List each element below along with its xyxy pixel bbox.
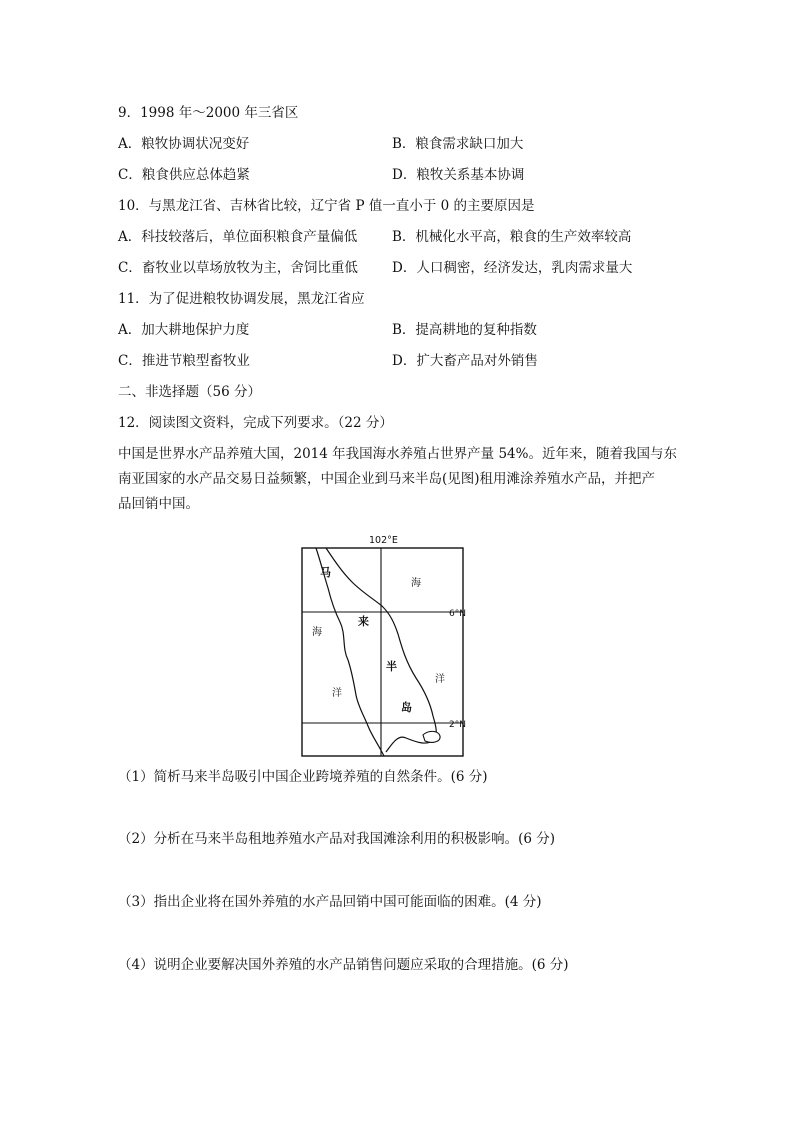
latitude-label-2n: 2°N [449,720,466,730]
map-char-lai: 来 [358,615,369,628]
q12-sub-2: （2）分析在马来半岛租地养殖水产品对我国滩涂利用的积极影响。(6 分) [118,831,556,847]
paragraph-line: 品回销中国。 [118,496,199,512]
q10-option-a: A．科技较落后，单位面积粮食产量偏低 [118,229,358,245]
malay-peninsula-map [298,530,473,762]
q12-sub-4: （4）说明企业要解决国外养殖的水产品销售问题应采取的合理措施。(6 分) [118,957,569,973]
section-heading: 二、非选择题（56 分） [118,384,261,400]
q10-option-b: B．机械化水平高，粮食的生产效率较高 [392,229,632,245]
map-char-yang-west: 洋 [332,688,342,699]
q9-option-c: C．粮食供应总体趋紧 [118,167,250,183]
q9-stem: 9．1998 年～2000 年三省区 [118,105,299,121]
map-frame [302,548,463,756]
longitude-label: 102°E [369,535,398,546]
paragraph-line: 南亚国家的水产品交易日益频繁，中国企业到马来半岛(见图)租用滩涂养殖水产品，并把产 [118,471,656,487]
q11-option-d: D．扩大畜产品对外销售 [392,353,538,369]
q11-option-b: B．提高耕地的复种指数 [392,322,537,338]
q9-option-b: B．粮食需求缺口加大 [392,136,524,152]
q10-option-d: D．人口稠密，经济发达，乳肉需求量大 [392,260,633,276]
q9-option-d: D．粮牧关系基本协调 [392,167,525,183]
map-char-ban: 半 [386,660,397,673]
q12-sub-1: （1）简析马来半岛吸引中国企业跨境养殖的自然条件。(6 分) [118,769,488,785]
q11-option-c: C．推进节粮型畜牧业 [118,353,250,369]
q10-option-c: C．畜牧业以草场放牧为主，舍饲比重低 [118,260,358,276]
map-char-hai-east: 海 [411,578,421,589]
q12-material-paragraph [118,442,688,517]
q9-option-a: A．粮牧协调状况变好 [118,136,250,152]
map-char-dao: 岛 [401,701,412,714]
map-char-yang-east: 洋 [435,674,445,685]
map-char-hai-west: 海 [312,627,322,638]
q10-stem: 10．与黑龙江省、吉林省比较，辽宁省 P 值一直小于 0 的主要原因是 [118,198,535,214]
q12-sub-3: （3）指出企业将在国外养殖的水产品回销中国可能面临的困难。(4 分) [118,894,542,910]
singapore-island [423,731,440,742]
map-char-ma: 马 [320,566,331,579]
q11-stem: 11．为了促进粮牧协调发展，黑龙江省应 [118,291,365,307]
q11-option-a: A．加大耕地保护力度 [118,322,250,338]
latitude-label-6n: 6°N [449,609,466,619]
paragraph-line: 中国是世界水产品养殖大国，2014 年我国海水养殖占世界产量 54%。近年来，随着我国与东 [118,446,677,462]
q12-stem: 12．阅读图文资料，完成下列要求。（22 分） [118,415,393,431]
